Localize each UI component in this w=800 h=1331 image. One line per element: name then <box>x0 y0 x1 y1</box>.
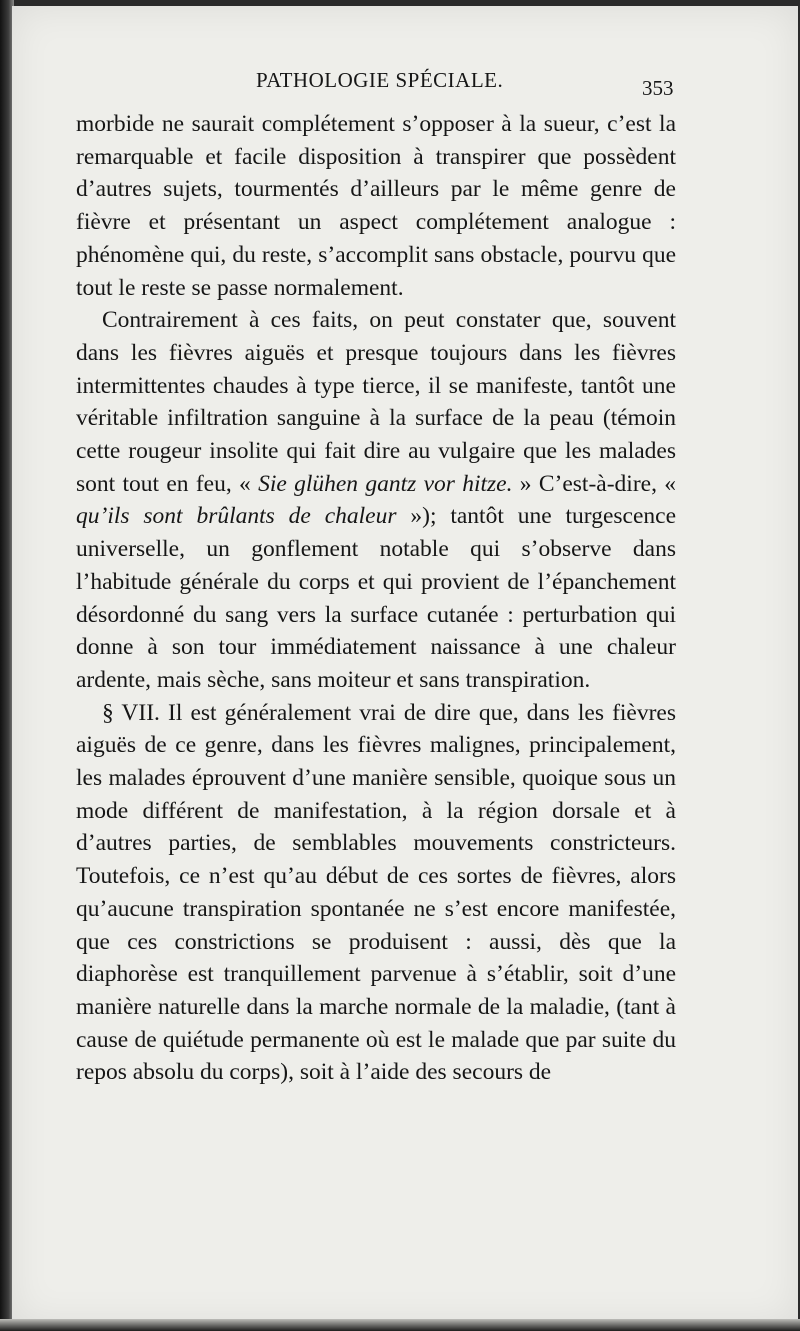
section-heading: § VII. <box>102 699 160 726</box>
page-bottom-shadow <box>0 1319 800 1331</box>
paragraph-3-text: Il est généralement vrai de dire que, dans les fièvres aiguës de ce genre, dans les fièvres malignes, principalement, les malades éprouvent d’une manière sensible, quoique sous un mode différent de manifestation, à la région dorsale et à d’autres parties, de semblables mouvements constricteurs. Toutefois, ce n’est qu’au début de ces sortes de fièvres, alors qu’aucune transpiration spontanée ne s’est encore manifestée, que ces constrictions se produisent : aussi, dès que la diaphorèse est tranquillement parvenue à s’établir, soit d’une manière naturelle dans la marche normale de la maladie, (tant à cause de quiétude permanente où est le malade que par suite du repos absolu du corps), soit à l’aide des secours de <box>76 699 677 1086</box>
paragraph-2 <box>76 304 676 696</box>
german-quote: Sie glühen gantz vor hitze. <box>258 470 513 497</box>
paragraph-2-text-c: »); tantôt une turgescence universelle, un gonflement notable qui s’observe dans l’habitude générale du corps et qui provient de l’épanchement désordonné du sang vers la surface cutanée : perturbation qui donne à son tour immédiatement naissance à une chaleur ardente, mais sèche, sans moiteur et sans transpiration. <box>76 503 677 693</box>
book-page <box>12 6 798 1324</box>
body-text <box>76 108 676 1089</box>
paragraph-2-text-a: Contrairement à ces faits, on peut constater que, souvent dans les fièvres aiguës et presque toujours dans les fièvres intermittentes chaudes à type tierce, il se manifeste, tantôt une véritable infiltration sanguine à la surface de la peau (témoin cette rougeur insolite qui fait dire au vulgaire que les malades sont tout en feu, « <box>76 307 676 497</box>
page-header <box>12 68 798 98</box>
running-title: PATHOLOGIE SPÉCIALE. <box>256 68 504 92</box>
paragraph-2-text-b: » C’est-à-dire, « <box>519 470 677 497</box>
paragraph-3 <box>76 697 676 1089</box>
french-quote: qu’ils sont brûlants de chaleur <box>76 503 397 530</box>
page-number: 353 <box>642 76 674 100</box>
paragraph-1: morbide ne saurait complétement s’opposer à la sueur, c’est la remarquable et facile disposition à transpirer que possèdent d’autres sujets, tourmentés d’ailleurs par le même genre de fièvre et présentant un aspect complétement analogue : phénomène qui, du reste, s’accomplit sans obstacle, pourvu que tout le reste se passe normalement. <box>76 111 676 301</box>
